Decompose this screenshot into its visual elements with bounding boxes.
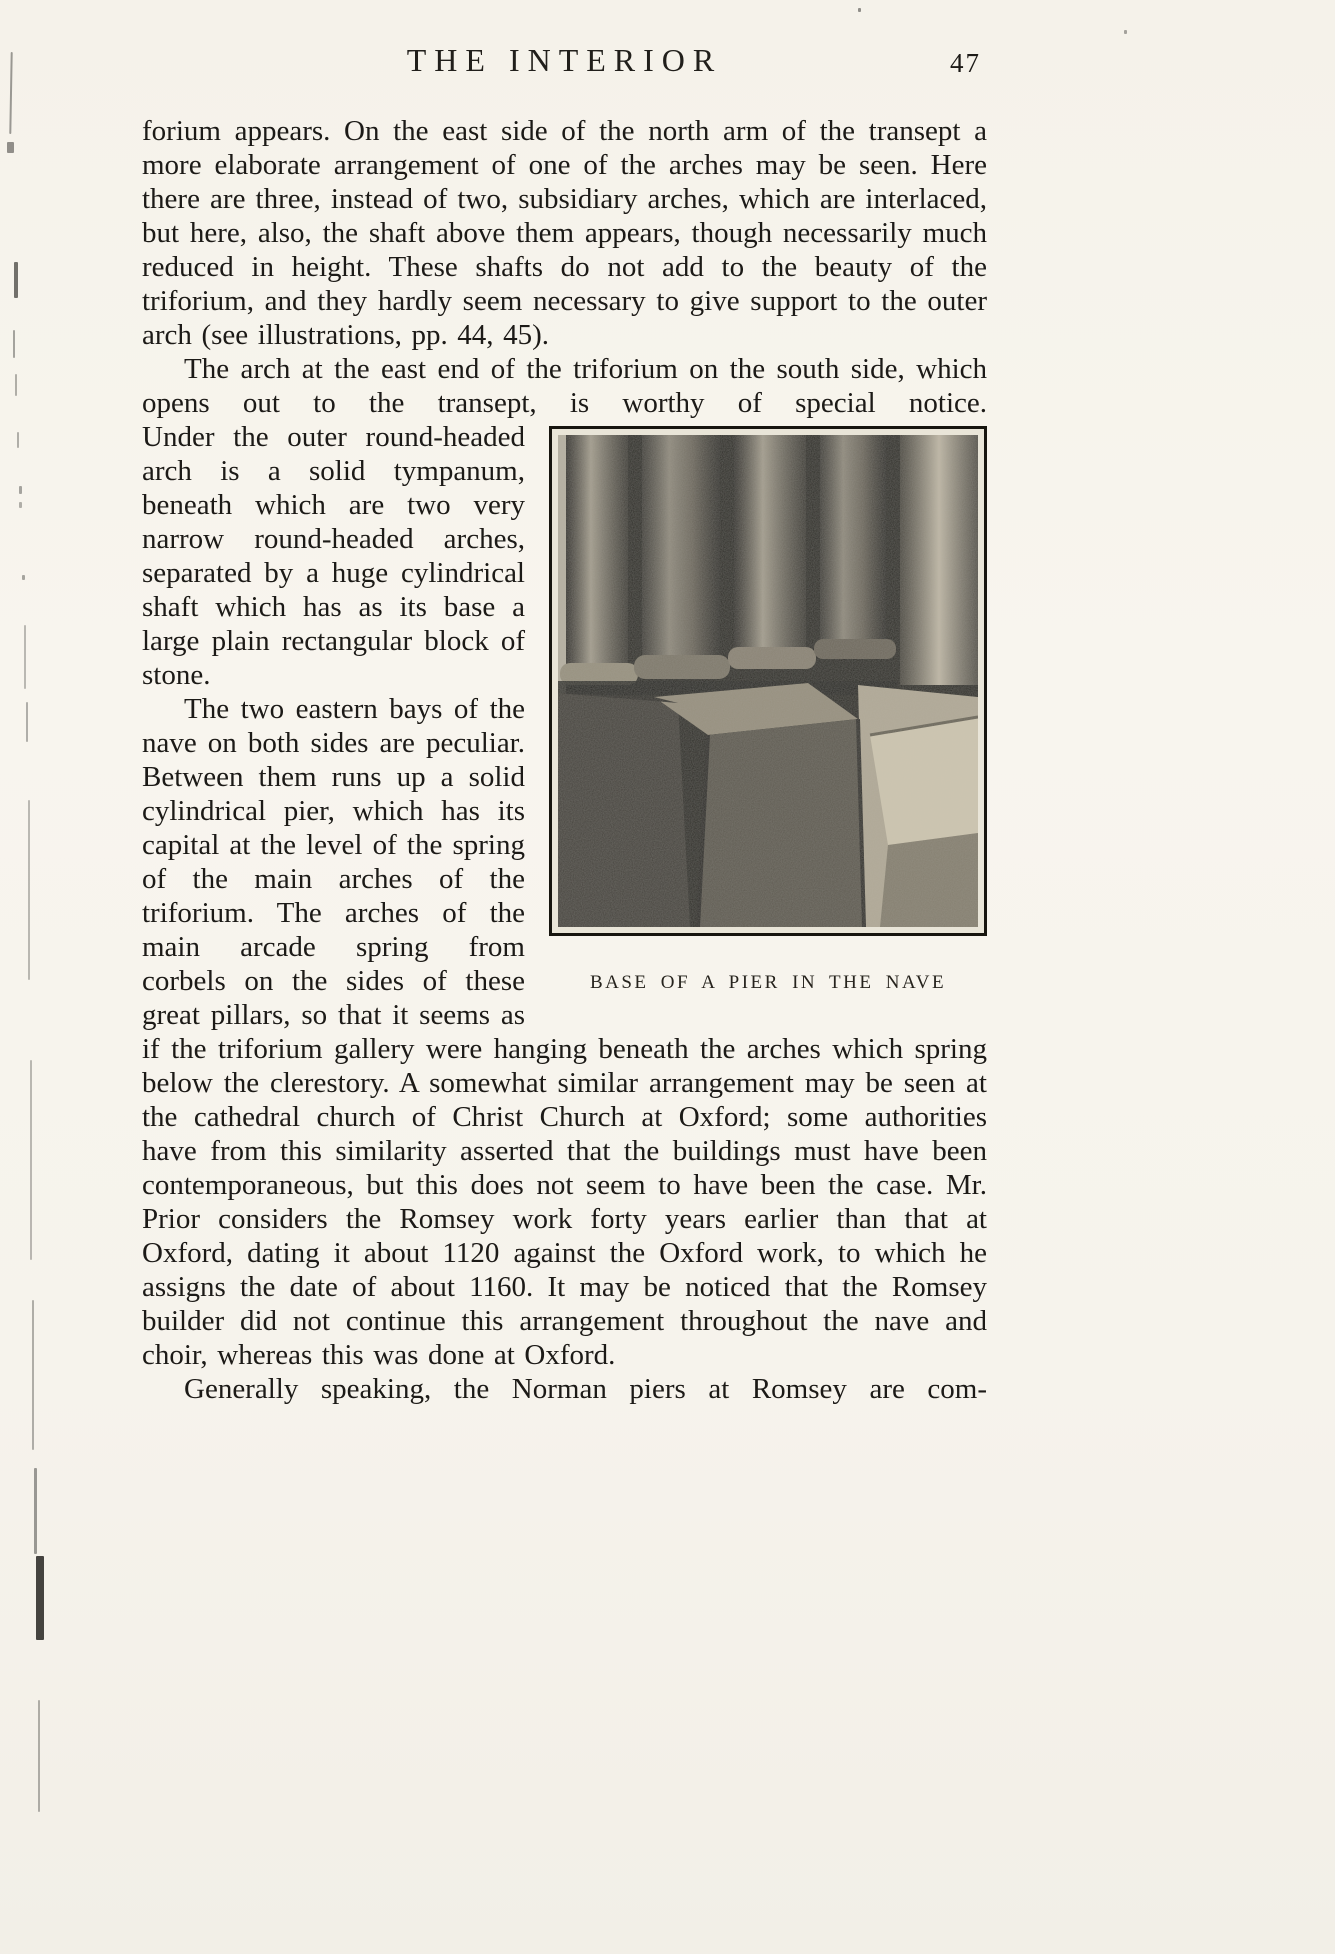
paragraph: Under the outer round-headed arch is a solid tympanum, beneath which are two very narrow round-headed arches, separated by a huge cylindrical shaft which has as its base a large plain rectangular block of stone. (142, 421, 525, 691)
body-text (142, 114, 987, 1406)
scan-artifact (14, 262, 18, 298)
paragraph: The two eastern bays of the nave on both sides are peculiar. Between them runs up a solid cylindrical pier, which has its capital at the level of the spring of the main arches of the triforium. The arches of the main arcade spring from corbels on the sides of these great pillars, so that it seems as if the triforium gallery were hanging beneath the arches which spring below the clerestory. A somewhat similar arrangement may be seen at the cathedral church of Christ Church at Oxford; some authorities have from this similarity asserted that the buildings must have been contemporaneous, but this does not seem to have been the case. Mr. Prior considers the Romsey work forty years earlier than that at Oxford, dating it about 1120 against the Oxford work, to which he assigns the date of about 1160. It may be noticed that the Romsey builder did not continue this arrangement throughout the nave and choir, whereas this was done at Oxford. (142, 693, 987, 1371)
scan-artifact (858, 8, 861, 12)
paragraph: forium appears. On the east side of the north arm of the transept a more elaborate arrangement of one of the arches may be seen. Here there are three, instead of two, subsidiary arches, which are interlaced, but here, also, the shaft above them appears, though necessarily much reduced in height. These shafts do not add to the beauty of the triforium, and they hardly seem necessary to give support to the outer arch (see illustrations, pp. 44, 45). (142, 115, 987, 351)
scan-artifact (1124, 30, 1127, 34)
scan-artifact (38, 1700, 40, 1812)
photo-frame (549, 426, 987, 936)
page-content (142, 42, 987, 1406)
scan-artifact (30, 1060, 32, 1260)
scan-artifact (13, 330, 15, 358)
scan-artifact (36, 1556, 44, 1640)
scan-artifact (15, 374, 17, 396)
figure-caption: BASE OF A PIER IN THE NAVE (589, 972, 947, 993)
scan-artifact (22, 575, 25, 580)
scan-artifact (17, 432, 19, 448)
paragraph: The arch at the east end of the triforium on the south side, which opens out to the transept, is worthy of special notice. (142, 353, 987, 419)
running-header (142, 42, 987, 98)
figure-pier-base (549, 426, 987, 1000)
paragraph: Generally speaking, the Norman piers at Romsey are com- (184, 1373, 987, 1405)
scan-artifact (32, 1300, 34, 1450)
scan-artifact (34, 1468, 37, 1554)
scan-artifact (28, 800, 30, 980)
page-title: THE INTERIOR (406, 42, 723, 78)
scan-artifact (19, 486, 22, 494)
scan-artifact (7, 142, 14, 153)
scan-artifact (26, 702, 28, 742)
page-number: 47 (950, 48, 981, 78)
scan-artifact (9, 52, 12, 134)
scan-artifact (24, 625, 26, 689)
scan-artifact (19, 502, 22, 508)
pier-base-photo (558, 435, 978, 927)
